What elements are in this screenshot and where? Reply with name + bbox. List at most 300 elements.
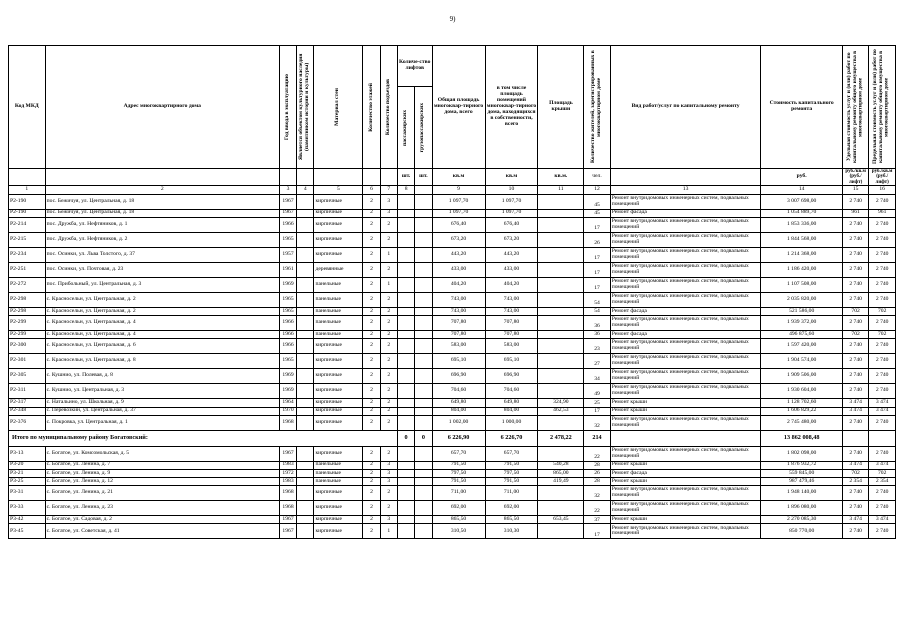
- cell-area: 707,80: [432, 331, 485, 339]
- cell-owned: 743,00: [485, 292, 538, 307]
- cell-entrances: 3: [380, 469, 397, 477]
- cell-owned: 804,00: [485, 407, 538, 415]
- cell-entrances: 2: [380, 415, 397, 430]
- cell-lift-passenger: [397, 516, 414, 524]
- cell-floors: 2: [363, 339, 380, 354]
- cell-area: 865,50: [432, 516, 485, 524]
- cell-code: Р2-190: [9, 194, 46, 209]
- cell-entrances: 3: [380, 209, 397, 217]
- cell-floors: 2: [363, 262, 380, 277]
- cell-roof: [538, 307, 584, 315]
- cell-roof: 540,28: [538, 461, 584, 469]
- cell-floors: 2: [363, 331, 380, 339]
- cell-roof: [538, 339, 584, 354]
- cell-code: Р3-31: [9, 486, 46, 501]
- cell-lift-freight: [415, 399, 432, 407]
- table-row: [9, 446, 896, 461]
- cell-lift-freight: [415, 316, 432, 331]
- cell-floors: 2: [363, 469, 380, 477]
- cell-roof: [538, 524, 584, 539]
- cell-wall: панельные: [314, 478, 363, 486]
- table-row: [9, 262, 896, 277]
- cell-residents: 22: [584, 501, 610, 516]
- cell-area: 743,00: [432, 292, 485, 307]
- cell-year: 1967: [279, 194, 296, 209]
- cell-entrances: 1: [380, 247, 397, 262]
- header-limit-cost: Предельная стоимость услуг и (или) работ по капитальному ремонту общего имущества в многоквартирном доме: [869, 46, 896, 169]
- cell-roof: 865,00: [538, 469, 584, 477]
- cell-year: 1961: [279, 262, 296, 277]
- cell-code: Р3-21: [9, 469, 46, 477]
- cell-roof: [538, 501, 584, 516]
- table-row: [9, 486, 896, 501]
- cell-heritage: [297, 331, 314, 339]
- cell-specific: 2 354: [842, 478, 868, 486]
- cell-limit: 2 740: [869, 217, 896, 232]
- cell-entrances: 2: [380, 217, 397, 232]
- cell-heritage: [297, 194, 314, 209]
- cell-year: 1965: [279, 232, 296, 247]
- header-total-area: Общая площадь многоквар-тирного дома, всего: [432, 46, 485, 169]
- cell-specific: 2 740: [842, 446, 868, 461]
- cell-area: 1 002,00: [432, 415, 485, 430]
- cell-limit: 2 354: [869, 478, 896, 486]
- cell-wall: кирпичные: [314, 399, 363, 407]
- cell-wall: кирпичные: [314, 247, 363, 262]
- cell-cost: 1 853 336,00: [761, 217, 842, 232]
- cell-cost: 2 270 085,30: [761, 516, 842, 524]
- cell-code: Р2-299: [9, 331, 46, 339]
- cell-heritage: [297, 339, 314, 354]
- header-year: Год ввода в эксплуатацию: [279, 46, 296, 169]
- cell-cost: 1 186 420,00: [761, 262, 842, 277]
- cell-year: 1969: [279, 384, 296, 399]
- cell-entrances: 2: [380, 486, 397, 501]
- cell-floors: 2: [363, 478, 380, 486]
- header-address: Адрес многоквартирного дома: [45, 46, 279, 169]
- cell-owned: 711,00: [485, 486, 538, 501]
- cell-lift-passenger: [397, 247, 414, 262]
- cell-residents: 54: [584, 292, 610, 307]
- cell-roof: 419,49: [538, 478, 584, 486]
- cell-specific: 702: [842, 469, 868, 477]
- cell-area: 310,50: [432, 524, 485, 539]
- header-specific-cost: Удельная стоимость услуг и (или) работ по капитальному ремонту общего имущества в многоквартирном доме: [842, 46, 868, 169]
- cell-owned: 743,00: [485, 307, 538, 315]
- cell-residents: 17: [584, 217, 610, 232]
- cell-floors: 2: [363, 524, 380, 539]
- cell-heritage: [297, 247, 314, 262]
- cell-lift-freight: [415, 354, 432, 369]
- cell-area: 797,50: [432, 469, 485, 477]
- cell-owned: 1 097,70: [485, 209, 538, 217]
- units-row: шт. шт. кв.м кв.м кв.м. чел. руб. руб./кв.м (руб./лифт) руб./кв.м (руб./лифт): [9, 169, 896, 186]
- cell-cost: 987 479,46: [761, 478, 842, 486]
- cell-owned: 676,40: [485, 217, 538, 232]
- cell-roof: [538, 292, 584, 307]
- cell-area: 791,50: [432, 478, 485, 486]
- cell-residents: 17: [584, 262, 610, 277]
- cell-year: 1966: [279, 339, 296, 354]
- cell-work: Ремонт внутридомовых инженерных систем, подвальных помещений: [610, 446, 761, 461]
- cell-owned: 695,10: [485, 354, 538, 369]
- capital-repair-table: [8, 45, 896, 539]
- cell-residents: 28: [584, 461, 610, 469]
- cell-code: Р3-25: [9, 478, 46, 486]
- total-row: Итого по муниципальному району Богатовский: 0 0 6 226,90 6 226,70 2 478,22 214 13 862 008,48: [9, 430, 896, 446]
- table-row: [9, 407, 896, 415]
- cell-residents: 54: [584, 307, 610, 315]
- cell-cost: 1 948 140,00: [761, 486, 842, 501]
- cell-area: 657,70: [432, 446, 485, 461]
- cell-work: Ремонт внутридомовых инженерных систем, подвальных помещений: [610, 415, 761, 430]
- cell-lift-freight: [415, 461, 432, 469]
- cell-cost: 1 909 506,00: [761, 369, 842, 384]
- cell-heritage: [297, 232, 314, 247]
- cell-work: Ремонт внутридомовых инженерных систем, подвальных помещений: [610, 194, 761, 209]
- cell-year: 1966: [279, 331, 296, 339]
- cell-limit: 2 740: [869, 384, 896, 399]
- cell-residents: 36: [584, 331, 610, 339]
- cell-floors: 2: [363, 232, 380, 247]
- cell-owned: 443,20: [485, 247, 538, 262]
- cell-wall: панельные: [314, 307, 363, 315]
- cell-address: с. Красносельн, ул. Центральная, д. 6: [45, 339, 279, 354]
- cell-wall: панельные: [314, 469, 363, 477]
- cell-lift-freight: [415, 209, 432, 217]
- cell-limit: 3 474: [869, 399, 896, 407]
- cell-wall: кирпичные: [314, 369, 363, 384]
- cell-owned: 583,00: [485, 339, 538, 354]
- cell-code: Р2-298: [9, 292, 46, 307]
- cell-work: Ремонт внутридомовых инженерных систем, подвальных помещений: [610, 277, 761, 292]
- page-number: 9): [449, 15, 456, 23]
- cell-lift-passenger: [397, 446, 414, 461]
- cell-area: 404,20: [432, 277, 485, 292]
- cell-work: Ремонт внутридомовых инженерных систем, подвальных помещений: [610, 501, 761, 516]
- cell-residents: 34: [584, 369, 610, 384]
- cell-lift-freight: [415, 292, 432, 307]
- cell-lift-freight: [415, 384, 432, 399]
- header-work-type: Вид работ/услуг по капитальному ремонту: [610, 46, 761, 169]
- cell-specific: 2 740: [842, 277, 868, 292]
- cell-owned: 791,50: [485, 478, 538, 486]
- cell-lift-freight: [415, 516, 432, 524]
- cell-specific: 2 740: [842, 354, 868, 369]
- cell-lift-passenger: [397, 307, 414, 315]
- header-floors: Количество этажей: [363, 46, 380, 169]
- cell-floors: 2: [363, 501, 380, 516]
- cell-work: Ремонт крыши: [610, 461, 761, 469]
- cell-code: Р2-348: [9, 407, 46, 415]
- cell-limit: 3 474: [869, 461, 896, 469]
- cell-limit: 961: [869, 209, 896, 217]
- cell-specific: 3 474: [842, 399, 868, 407]
- cell-heritage: [297, 384, 314, 399]
- cell-lift-passenger: [397, 292, 414, 307]
- table-row: [9, 415, 896, 430]
- cell-wall: кирпичные: [314, 209, 363, 217]
- cell-year: 1972: [279, 469, 296, 477]
- cell-lift-passenger: [397, 217, 414, 232]
- cell-specific: 2 740: [842, 217, 868, 232]
- cell-address: с. Кушнио, ул. Центральная, д. 3: [45, 384, 279, 399]
- cell-specific: 2 740: [842, 384, 868, 399]
- cell-lift-passenger: [397, 486, 414, 501]
- cell-address: с. Богатое, ул. Советская, д. 41: [45, 524, 279, 539]
- cell-cost: 559 845,00: [761, 469, 842, 477]
- cell-specific: 961: [842, 209, 868, 217]
- cell-lift-freight: [415, 486, 432, 501]
- cell-specific: 2 740: [842, 262, 868, 277]
- cell-code: Р2-299: [9, 316, 46, 331]
- cell-roof: [538, 277, 584, 292]
- cell-owned: 404,20: [485, 277, 538, 292]
- cell-work: Ремонт внутридомовых инженерных систем, подвальных помещений: [610, 232, 761, 247]
- cell-year: 1969: [279, 277, 296, 292]
- cell-lift-passenger: [397, 277, 414, 292]
- cell-lift-passenger: [397, 316, 414, 331]
- cell-lift-passenger: [397, 461, 414, 469]
- cell-residents: 32: [584, 486, 610, 501]
- cell-area: 704,60: [432, 384, 485, 399]
- cell-address: с. Красносельн, ул. Центральная, д. 2: [45, 292, 279, 307]
- cell-floors: 2: [363, 209, 380, 217]
- cell-lift-passenger: [397, 339, 414, 354]
- cell-address: с. Богатое, ул. Ленина, д. 21: [45, 486, 279, 501]
- cell-cost: 1 844 568,00: [761, 232, 842, 247]
- cell-roof: [538, 331, 584, 339]
- cell-heritage: [297, 217, 314, 232]
- header-lifts: Количе-ство лифтов: [397, 46, 432, 87]
- cell-floors: 2: [363, 369, 380, 384]
- cell-work: Ремонт фасада: [610, 307, 761, 315]
- header-heritage: Является объектом культурного наследия (памятником истории и культуры): [297, 46, 314, 169]
- table-row: [9, 209, 896, 217]
- cell-entrances: 2: [380, 316, 397, 331]
- cell-floors: 2: [363, 399, 380, 407]
- cell-residents: 17: [584, 247, 610, 262]
- cell-owned: 696,90: [485, 369, 538, 384]
- cell-cost: 2 035 820,00: [761, 292, 842, 307]
- cell-floors: 2: [363, 461, 380, 469]
- cell-residents: 28: [584, 478, 610, 486]
- cell-wall: кирпичные: [314, 415, 363, 430]
- cell-work: Ремонт крыши: [610, 399, 761, 407]
- cell-address: с. Красносельн, ул. Центральная, д. 4: [45, 316, 279, 331]
- cell-code: Р2-251: [9, 262, 46, 277]
- header-residents: Количество жителей, зарегистрированных в многоквартирном доме: [584, 46, 610, 169]
- cell-year: 1965: [279, 354, 296, 369]
- cell-owned: 707,80: [485, 316, 538, 331]
- cell-cost: 1 606 829,22: [761, 407, 842, 415]
- cell-year: 1967: [279, 209, 296, 217]
- cell-work: Ремонт крыши: [610, 478, 761, 486]
- cell-entrances: 2: [380, 501, 397, 516]
- cell-lift-passenger: [397, 354, 414, 369]
- table-row: [9, 217, 896, 232]
- cell-entrances: 2: [380, 407, 397, 415]
- cell-wall: кирпичные: [314, 446, 363, 461]
- cell-cost: 850 770,00: [761, 524, 842, 539]
- cell-lift-freight: [415, 247, 432, 262]
- cell-code: Р2-214: [9, 217, 46, 232]
- header-owned-area: в том числе площадь помещений многоквар-тирного дома, находящихся в собственности, всего: [485, 46, 538, 169]
- cell-limit: 702: [869, 331, 896, 339]
- cell-lift-freight: [415, 407, 432, 415]
- cell-residents: 45: [584, 194, 610, 209]
- cell-year: 1965: [279, 292, 296, 307]
- cell-lift-passenger: [397, 331, 414, 339]
- cell-owned: 1 097,70: [485, 194, 538, 209]
- cell-lift-passenger: [397, 384, 414, 399]
- cell-code: Р2-305: [9, 369, 46, 384]
- cell-heritage: [297, 461, 314, 469]
- cell-year: 1967: [279, 516, 296, 524]
- cell-roof: [538, 247, 584, 262]
- cell-address: с. Покровка, ул. Центральная, д. 1: [45, 415, 279, 430]
- cell-lift-passenger: [397, 524, 414, 539]
- cell-work: Ремонт внутридомовых инженерных систем, подвальных помещений: [610, 316, 761, 331]
- cell-cost: 1 128 702,60: [761, 399, 842, 407]
- cell-work: Ремонт крыши: [610, 407, 761, 415]
- cell-area: 695,10: [432, 354, 485, 369]
- cell-lift-freight: [415, 524, 432, 539]
- cell-cost: 1 802 098,00: [761, 446, 842, 461]
- cell-address: пос. Бежичуя, ул. Центральная, д. 18: [45, 194, 279, 209]
- cell-residents: 32: [584, 415, 610, 430]
- cell-address: с. Натальино, ул. Школьная, д. 9: [45, 399, 279, 407]
- cell-cost: 2 745 480,00: [761, 415, 842, 430]
- cell-limit: 3 474: [869, 407, 896, 415]
- cell-address: с. Красносельн, ул. Центральная, д. 8: [45, 354, 279, 369]
- cell-heritage: [297, 407, 314, 415]
- cell-work: Ремонт крыши: [610, 516, 761, 524]
- cell-cost: 3 007 698,00: [761, 194, 842, 209]
- cell-work: Ремонт внутридомовых инженерных систем, подвальных помещений: [610, 486, 761, 501]
- cell-area: 791,50: [432, 461, 485, 469]
- cell-code: Р3-13: [9, 446, 46, 461]
- cell-lift-passenger: [397, 399, 414, 407]
- cell-address: пос. Дружба, ул. Нефтяников, д. 2: [45, 232, 279, 247]
- cell-owned: 707,80: [485, 331, 538, 339]
- cell-wall: кирпичные: [314, 384, 363, 399]
- cell-lift-freight: [415, 331, 432, 339]
- cell-lift-freight: [415, 277, 432, 292]
- cell-lift-freight: [415, 469, 432, 477]
- cell-address: с. Красносельн, ул. Центральная, д. 2: [45, 307, 279, 315]
- cell-lift-freight: [415, 217, 432, 232]
- cell-address: с. Перевозкин, ул. Центральная, д. 37: [45, 407, 279, 415]
- cell-lift-freight: [415, 232, 432, 247]
- cell-lift-passenger: [397, 415, 414, 430]
- cell-residents: 23: [584, 339, 610, 354]
- cell-area: 711,00: [432, 486, 485, 501]
- table-row: [9, 316, 896, 331]
- cell-heritage: [297, 478, 314, 486]
- cell-entrances: 1: [380, 277, 397, 292]
- cell-year: 1968: [279, 415, 296, 430]
- cell-owned: 692,00: [485, 501, 538, 516]
- cell-residents: 17: [584, 407, 610, 415]
- cell-wall: кирпичные: [314, 194, 363, 209]
- header-lifts-passenger: пассажирских: [397, 87, 414, 169]
- cell-work: Ремонт внутридомовых инженерных систем, подвальных помещений: [610, 262, 761, 277]
- cell-lift-freight: [415, 262, 432, 277]
- cell-code: Р2-190: [9, 209, 46, 217]
- cell-area: 707,80: [432, 316, 485, 331]
- cell-address: пос. Прибольный, ул. Центральная, д. 3: [45, 277, 279, 292]
- cell-address: пос. Осинки, ул. Почтовая, д. 23: [45, 262, 279, 277]
- cell-specific: 2 740: [842, 501, 868, 516]
- cell-cost: 1 876 932,72: [761, 461, 842, 469]
- cell-code: Р2-317: [9, 399, 46, 407]
- cell-floors: 2: [363, 384, 380, 399]
- cell-specific: 2 740: [842, 292, 868, 307]
- cell-lift-freight: [415, 369, 432, 384]
- cell-code: Р2-376: [9, 415, 46, 430]
- cell-work: Ремонт внутридомовых инженерных систем, подвальных помещений: [610, 292, 761, 307]
- table-row: [9, 247, 896, 262]
- table-row: [9, 331, 896, 339]
- cell-owned: 797,50: [485, 469, 538, 477]
- cell-work: Ремонт внутридомовых инженерных систем, подвальных помещений: [610, 247, 761, 262]
- cell-residents: 45: [584, 209, 610, 217]
- cell-wall: панельные: [314, 331, 363, 339]
- table-row: [9, 277, 896, 292]
- cell-heritage: [297, 277, 314, 292]
- cell-heritage: [297, 486, 314, 501]
- cell-address: с. Богатое, ул. Ленина, д. 23: [45, 501, 279, 516]
- cell-roof: [538, 209, 584, 217]
- cell-limit: 2 740: [869, 524, 896, 539]
- cell-wall: кирпичные: [314, 516, 363, 524]
- cell-roof: [538, 369, 584, 384]
- cell-lift-freight: [415, 478, 432, 486]
- cell-floors: 2: [363, 277, 380, 292]
- cell-entrances: 2: [380, 446, 397, 461]
- cell-floors: 2: [363, 217, 380, 232]
- cell-cost: 496 875,60: [761, 331, 842, 339]
- table-row: [9, 354, 896, 369]
- cell-specific: 3 474: [842, 461, 868, 469]
- cell-area: 1 097,70: [432, 194, 485, 209]
- cell-work: Ремонт фасада: [610, 209, 761, 217]
- cell-wall: панельные: [314, 277, 363, 292]
- cell-year: 1983: [279, 461, 296, 469]
- cell-work: Ремонт внутридомовых инженерных систем, подвальных помещений: [610, 384, 761, 399]
- cell-lift-passenger: [397, 194, 414, 209]
- cell-wall: кирпичные: [314, 232, 363, 247]
- cell-residents: 36: [584, 316, 610, 331]
- cell-lift-passenger: [397, 209, 414, 217]
- cell-lift-freight: [415, 501, 432, 516]
- header-entrances: Количество подъездов: [380, 46, 397, 169]
- cell-address: с. Богатое, ул. Садовая, д. 2: [45, 516, 279, 524]
- cell-area: 804,00: [432, 407, 485, 415]
- table-body-section-a: [9, 194, 896, 430]
- cell-lift-freight: [415, 194, 432, 209]
- cell-residents: 37: [584, 516, 610, 524]
- cell-heritage: [297, 469, 314, 477]
- cell-entrances: 2: [380, 292, 397, 307]
- cell-specific: 3 474: [842, 516, 868, 524]
- cell-heritage: [297, 292, 314, 307]
- cell-limit: 702: [869, 469, 896, 477]
- cell-floors: 2: [363, 316, 380, 331]
- cell-limit: 3 474: [869, 516, 896, 524]
- header-roof-area: Площадь крыши: [538, 46, 584, 169]
